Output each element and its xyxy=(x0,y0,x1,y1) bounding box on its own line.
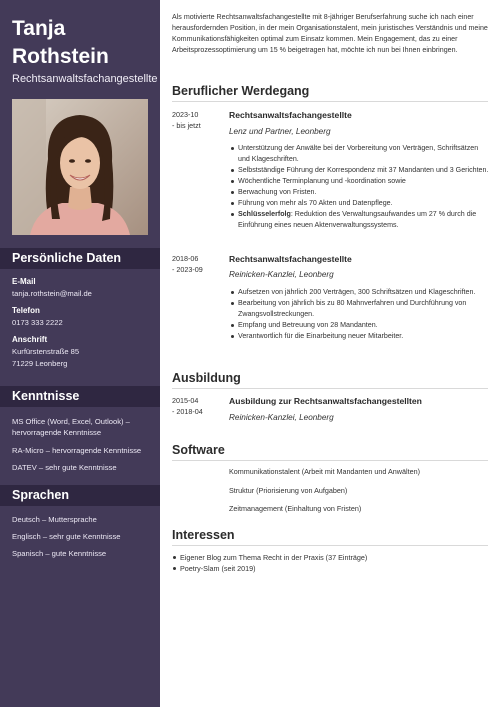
phone-label: Telefon xyxy=(12,306,40,315)
first-name: Tanja xyxy=(12,17,66,40)
section-divider xyxy=(172,101,488,102)
job-bullet: Wöchentliche Terminplanung und -koordination sowie xyxy=(238,176,490,187)
job-bullet: Unterstützung der Anwälte bei der Vorbereitung von Verträgen, Schriftsätzen und Klageschriften. xyxy=(238,143,490,165)
email-label: E-Mail xyxy=(12,277,36,286)
job-date-start: 2023-10 xyxy=(172,110,199,119)
sidebar xyxy=(0,0,160,707)
education-date-end: - 2018-04 xyxy=(172,406,203,416)
software-item: Zeitmanagement (Einhaltung von Fristen) xyxy=(229,504,362,513)
last-name: Rothstein xyxy=(12,45,109,68)
software-item: Kommunikationstalent (Arbeit mit Mandanten und Anwälten) xyxy=(229,467,420,476)
job-bullet: Bearbeitung von jährlich bis zu 80 Mahnverfahren und Durchführung von Zwangsvollstreckungen. xyxy=(238,298,490,320)
software-item: Struktur (Priorisierung von Aufgaben) xyxy=(229,486,348,495)
job-date-end: - bis jetzt xyxy=(172,120,201,130)
interests-list xyxy=(180,552,480,574)
skill-item: MS Office (Word, Excel, Outlook) – hervorragende Kenntnisse xyxy=(12,417,130,437)
section-divider xyxy=(172,460,488,461)
job-bullet: Aufsetzen von jährlich 200 Verträgen, 300 Schriftsätzen und Klageschriften. xyxy=(238,287,490,298)
job-date-range xyxy=(172,254,224,275)
job-bullet: Empfang und Betreuung von 28 Mandanten. xyxy=(238,320,490,331)
education-date-range xyxy=(172,396,224,417)
job-date-end: - 2023-09 xyxy=(172,264,203,274)
experience-heading: Beruflicher Werdegang xyxy=(172,84,310,98)
job-date-range xyxy=(172,110,224,131)
job-bullet: Führung von mehr als 70 Akten und Datenpflege. xyxy=(238,198,490,209)
skills-heading: Kenntnisse xyxy=(0,386,160,407)
job-title: Rechtsanwaltsfachangestellte xyxy=(229,110,352,120)
email-value[interactable]: tanja.rothstein@mail.de xyxy=(12,289,92,298)
key-achievement-label: Schlüsselerfolg xyxy=(238,210,291,218)
section-divider xyxy=(172,545,488,546)
job-bullet: Selbstständige Führung der Korrespondenz mit 37 Mandanten und 3 Gerichten. xyxy=(238,166,489,174)
job-key-achievement xyxy=(238,209,490,231)
profile-photo xyxy=(12,99,148,235)
job-bullet: Verantwortlich für die Einarbeitung neuer Mitarbeiter. xyxy=(238,331,490,342)
phone-value[interactable]: 0173 333 2222 xyxy=(12,318,63,327)
address-label: Anschrift xyxy=(12,335,48,344)
software-heading: Software xyxy=(172,443,225,457)
job-title: Rechtsanwaltsfachangestellte xyxy=(229,254,352,264)
language-item: Deutsch – Muttersprache xyxy=(12,515,97,524)
languages-heading: Sprachen xyxy=(0,485,160,506)
address-line2: 71229 Leonberg xyxy=(12,359,68,368)
job-company: Lenz und Partner, Leonberg xyxy=(229,127,331,136)
job-bullet-list xyxy=(238,143,490,231)
interest-item: Eigener Blog zum Thema Recht in der Praxis (37 Einträge) xyxy=(180,552,480,563)
education-date-start: 2015-04 xyxy=(172,396,199,405)
personal-data-heading: Persönliche Daten xyxy=(0,248,160,269)
job-bullet-list xyxy=(238,287,490,342)
interest-item: Poetry-Slam (seit 2019) xyxy=(180,563,480,574)
profile-summary: Als motivierte Rechtsanwaltsfachangestellte mit 8-jähriger Berufserfahrung suche ich nach einer herausfordernden Position, in der mein Organisationstalent, mein juristisches Verständnis und meine Kommunikationsfähigkeiten optimal zum Einsatz kommen. Mein Engagement, das zu einer Arbeitsprozessoptimierung um 15 % beigetragen hat, möchte ich nun bei Ihnen einbringen. xyxy=(172,13,488,55)
address-line1: Kurfürstenstraße 85 xyxy=(12,347,80,356)
interests-heading: Interessen xyxy=(172,528,235,542)
education-heading: Ausbildung xyxy=(172,371,241,385)
job-bullet: Berwachung von Fristen. xyxy=(238,187,490,198)
education-title: Ausbildung zur Rechtsanwaltsfachangestellten xyxy=(229,396,422,406)
job-company: Reinicken-Kanzlei, Leonberg xyxy=(229,270,334,279)
skill-item: RA-Micro – hervorragende Kenntnisse xyxy=(12,446,142,455)
candidate-name xyxy=(12,15,157,71)
language-item: Spanisch – gute Kenntnisse xyxy=(12,549,107,558)
key-achievement-text: : Reduktion des Verwaltungsaufwandes um 27 % durch die Einführung eines neuen Aktenverwaltungssystems. xyxy=(238,210,477,229)
section-divider xyxy=(172,388,488,389)
skill-item: DATEV – sehr gute Kenntnisse xyxy=(12,463,117,472)
candidate-job-title: Rechtsanwaltsfachangestellte xyxy=(12,73,158,85)
education-institution: Reinicken-Kanzlei, Leonberg xyxy=(229,413,334,422)
language-item: Englisch – sehr gute Kenntnisse xyxy=(12,532,121,541)
job-date-start: 2018-06 xyxy=(172,254,199,263)
